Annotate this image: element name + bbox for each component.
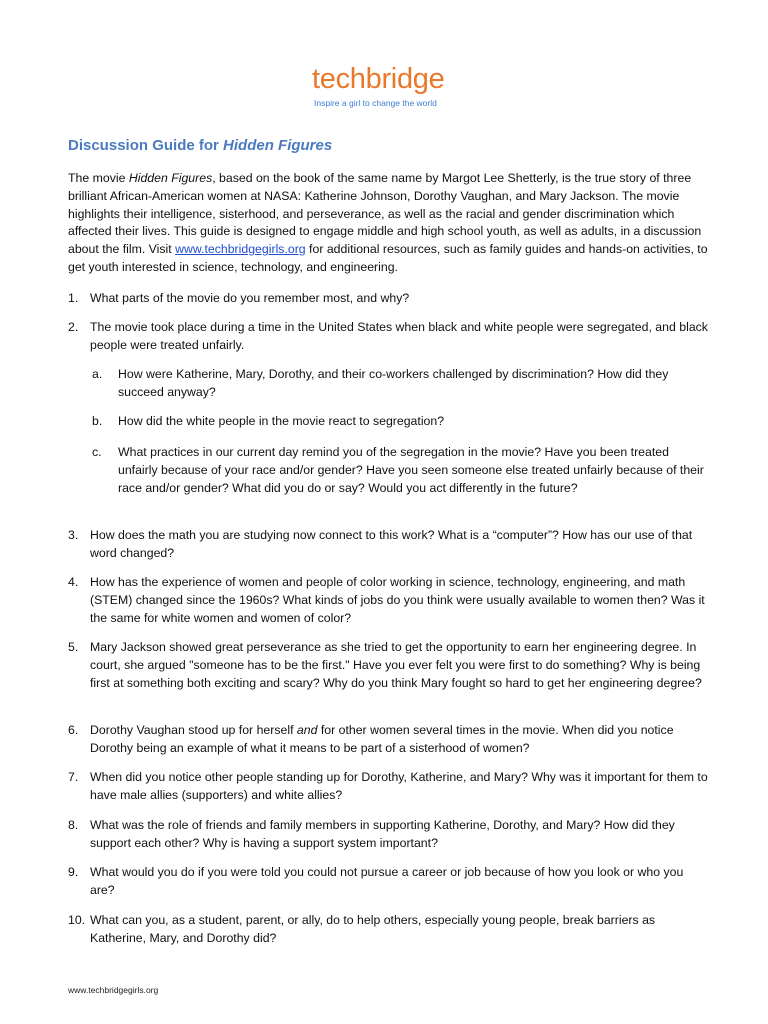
techbridge-logo [312, 62, 462, 116]
page-title: Discussion Guide for Hidden Figures [68, 137, 333, 154]
intro-paragraph: The movie Hidden Figures, based on the book of the same name by Margot Lee Shetterly, is the true story of three brilliant African-American women at NASA: Katherine Johnson, Dorothy Vaughan, and Mary Jackson. The movie highlights their intelligence, sisterhood, and perseverance, as well as the racial and gender discrimination which affected their lives. This guide is designed to engage middle and high school youth, as well as adults, in a discussion about the film. Visit www.techbridgegirls.org for additional resources, such as family guides and hands-on activities, to get youth interested in science, technology, and engineering. [68, 171, 708, 274]
title-film-name: Hidden Figures [223, 137, 333, 154]
logo-wordmark: techbridge [312, 63, 445, 95]
website-link[interactable]: www.techbridgegirls.org [175, 242, 306, 257]
footer-url: www.techbridgegirls.org [68, 985, 159, 995]
logo-tagline: Inspire a girl to change the world [314, 98, 437, 108]
